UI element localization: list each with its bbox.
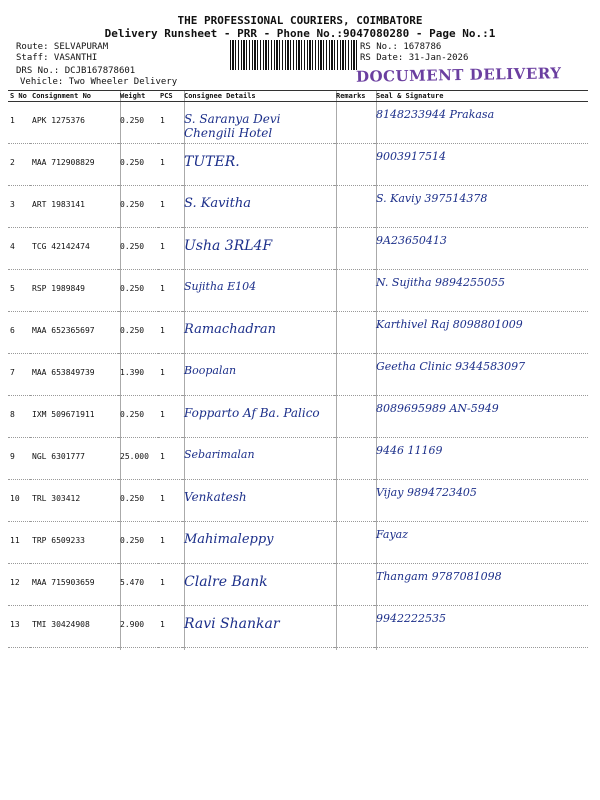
cell-remarks xyxy=(334,186,374,228)
staff-label: Staff: VASANTHI xyxy=(16,53,98,63)
cell-remarks xyxy=(334,144,374,186)
cell-pcs: 1 xyxy=(158,438,182,480)
runsheet-title: THE PROFESSIONAL COURIERS, COIMBATORE xyxy=(177,14,423,27)
cell-weight: 0.250 xyxy=(118,522,158,564)
cell-sno: 10 xyxy=(8,480,30,522)
col-header-weight: Weight xyxy=(118,91,158,102)
cell-consignee: Sebarimalan xyxy=(182,438,334,480)
cell-weight: 0.250 xyxy=(118,228,158,270)
cell-consignee: Mahimaleppy xyxy=(182,522,334,564)
cell-sno: 13 xyxy=(8,606,30,648)
cell-pcs: 1 xyxy=(158,522,182,564)
cell-consignment-no: TMI 30424908 xyxy=(30,606,118,648)
table-row xyxy=(8,102,588,144)
col-header-signature: Seal & Signature xyxy=(374,91,588,102)
col-header-consignee: Consignee Details xyxy=(182,91,334,102)
cell-sno: 4 xyxy=(8,228,30,270)
cell-consignment-no: ART 1983141 xyxy=(30,186,118,228)
cell-sno: 12 xyxy=(8,564,30,606)
cell-consignee: Sujitha E104 xyxy=(182,270,334,312)
cell-consignment-no: NGL 6301777 xyxy=(30,438,118,480)
cell-pcs: 1 xyxy=(158,480,182,522)
cell-pcs: 1 xyxy=(158,270,182,312)
cell-weight: 0.250 xyxy=(118,144,158,186)
cell-consignee: Usha 3RL4F xyxy=(182,228,334,270)
cell-seal-signature: 9003917514 xyxy=(374,144,588,186)
cell-sno: 2 xyxy=(8,144,30,186)
cell-consignee: Ravi Shankar xyxy=(182,606,334,648)
cell-weight: 5.470 xyxy=(118,564,158,606)
cell-seal-signature: 9A23650413 xyxy=(374,228,588,270)
cell-seal-signature: Geetha Clinic 9344583097 xyxy=(374,354,588,396)
cell-sno: 11 xyxy=(8,522,30,564)
cell-consignment-no: MAA 652365697 xyxy=(30,312,118,354)
table-row xyxy=(8,312,588,354)
cell-consignment-no: TRP 6509233 xyxy=(30,522,118,564)
cell-seal-signature: Vijay 9894723405 xyxy=(374,480,588,522)
cell-pcs: 1 xyxy=(158,312,182,354)
table-row xyxy=(8,438,588,480)
cell-seal-signature: Thangam 9787081098 xyxy=(374,564,588,606)
col-header-pcs: PCS xyxy=(158,91,182,102)
cell-remarks xyxy=(334,228,374,270)
rs-number: RS No.: 1678786 xyxy=(360,42,442,52)
col-header-consignment: Consignment No xyxy=(30,91,118,102)
route-label: Route: SELVAPURAM xyxy=(16,42,109,52)
cell-seal-signature: Fayaz xyxy=(374,522,588,564)
table-row xyxy=(8,606,588,648)
cell-weight: 2.900 xyxy=(118,606,158,648)
cell-pcs: 1 xyxy=(158,354,182,396)
vehicle-label: Vehicle: Two Wheeler Delivery xyxy=(20,77,178,87)
cell-seal-signature: N. Sujitha 9894255055 xyxy=(374,270,588,312)
cell-consignee: S. Saranya Devi Chengili Hotel xyxy=(182,102,334,144)
cell-pcs: 1 xyxy=(158,396,182,438)
cell-remarks xyxy=(334,522,374,564)
cell-sno: 6 xyxy=(8,312,30,354)
cell-remarks xyxy=(334,312,374,354)
cell-consignment-no: MAA 653849739 xyxy=(30,354,118,396)
cell-seal-signature: 8089695989 AN-5949 xyxy=(374,396,588,438)
cell-consignment-no: IXM 509671911 xyxy=(30,396,118,438)
cell-remarks xyxy=(334,606,374,648)
table-row xyxy=(8,396,588,438)
cell-sno: 5 xyxy=(8,270,30,312)
cell-remarks xyxy=(334,354,374,396)
runsheet-table xyxy=(8,90,588,648)
cell-pcs: 1 xyxy=(158,228,182,270)
cell-sno: 8 xyxy=(8,396,30,438)
table-row xyxy=(8,480,588,522)
cell-consignment-no: APK 1275376 xyxy=(30,102,118,144)
cell-seal-signature: S. Kaviy 397514378 xyxy=(374,186,588,228)
cell-remarks xyxy=(334,270,374,312)
cell-consignee: Venkatesh xyxy=(182,480,334,522)
drs-label: DRS No.: DCJB167878601 xyxy=(16,66,136,76)
cell-weight: 0.250 xyxy=(118,270,158,312)
rs-date: RS Date: 31-Jan-2026 xyxy=(360,53,469,63)
cell-pcs: 1 xyxy=(158,606,182,648)
cell-weight: 0.250 xyxy=(118,312,158,354)
cell-remarks xyxy=(334,396,374,438)
cell-consignment-no: MAA 715903659 xyxy=(30,564,118,606)
cell-consignee: Boopalan xyxy=(182,354,334,396)
table-row xyxy=(8,228,588,270)
table-row xyxy=(8,522,588,564)
cell-consignment-no: TRL 303412 xyxy=(30,480,118,522)
cell-consignment-no: MAA 712908829 xyxy=(30,144,118,186)
cell-remarks xyxy=(334,438,374,480)
cell-sno: 9 xyxy=(8,438,30,480)
cell-sno: 3 xyxy=(8,186,30,228)
cell-sno: 1 xyxy=(8,102,30,144)
table-row xyxy=(8,186,588,228)
cell-seal-signature: 9942222535 xyxy=(374,606,588,648)
cell-consignment-no: RSP 1989849 xyxy=(30,270,118,312)
cell-weight: 0.250 xyxy=(118,480,158,522)
table-row xyxy=(8,270,588,312)
cell-sno: 7 xyxy=(8,354,30,396)
cell-remarks xyxy=(334,102,374,144)
cell-weight: 0.250 xyxy=(118,102,158,144)
cell-seal-signature: 9446 11169 xyxy=(374,438,588,480)
cell-seal-signature: Karthivel Raj 8098801009 xyxy=(374,312,588,354)
runsheet-subtitle: Delivery Runsheet - PRR - Phone No.:9047080280 - Page No.:1 xyxy=(104,27,496,40)
cell-consignee: S. Kavitha xyxy=(182,186,334,228)
cell-weight: 1.390 xyxy=(118,354,158,396)
cell-weight: 0.250 xyxy=(118,186,158,228)
cell-consignment-no: TCG 42142474 xyxy=(30,228,118,270)
table-row xyxy=(8,564,588,606)
table-row xyxy=(8,354,588,396)
cell-consignee: Ramachadran xyxy=(182,312,334,354)
cell-pcs: 1 xyxy=(158,102,182,144)
cell-seal-signature: 8148233944 Prakasa xyxy=(374,102,588,144)
barcode-image xyxy=(230,40,358,70)
cell-weight: 0.250 xyxy=(118,396,158,438)
cell-consignee: Clalre Bank xyxy=(182,564,334,606)
document-delivery-stamp: DOCUMENT DELIVERY xyxy=(355,64,562,86)
cell-weight: 25.000 xyxy=(118,438,158,480)
table-row xyxy=(8,144,588,186)
cell-pcs: 1 xyxy=(158,564,182,606)
cell-remarks xyxy=(334,480,374,522)
cell-pcs: 1 xyxy=(158,186,182,228)
col-header-sno: S No xyxy=(8,91,30,102)
cell-consignee: TUTER. xyxy=(182,144,334,186)
cell-remarks xyxy=(334,564,374,606)
table-header-row xyxy=(8,91,588,102)
cell-consignee: Fopparto Af Ba. Palico xyxy=(182,396,334,438)
cell-pcs: 1 xyxy=(158,144,182,186)
col-header-remarks: Remarks xyxy=(334,91,374,102)
